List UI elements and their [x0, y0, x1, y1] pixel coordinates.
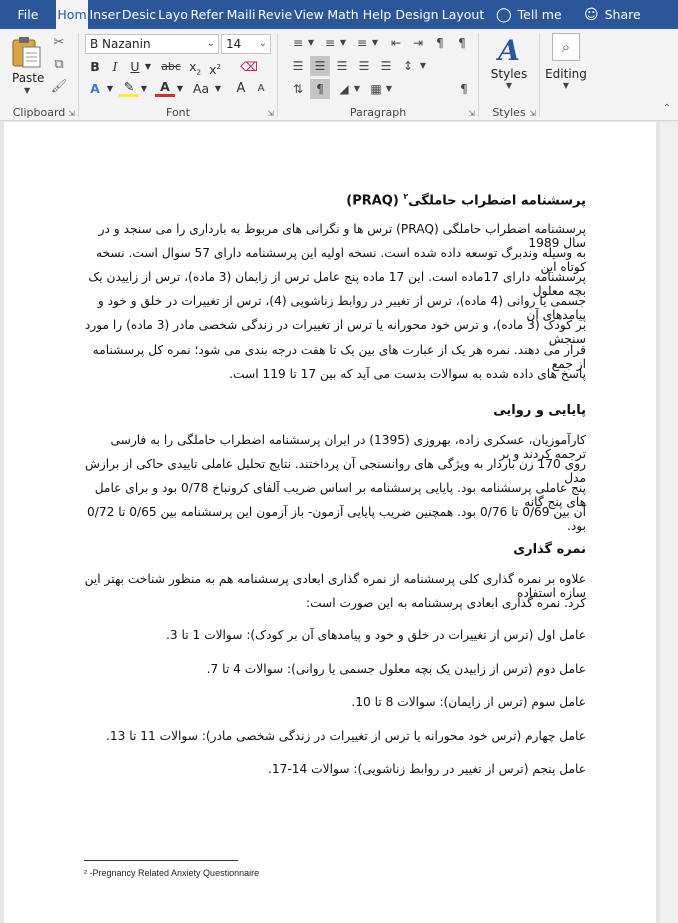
- tab-table-layout[interactable]: Layout: [441, 7, 485, 22]
- paragraph2-line: روی 170 زن باردار به ویژگی های روانسنجی آن پرداختند. نتایج تحلیل عاملی تاییدی حاکی از برازش مدل: [84, 457, 586, 485]
- multilevel-list-icon[interactable]: ≡: [356, 36, 368, 50]
- styles-group: [479, 29, 539, 121]
- paragraph3-line: کرد. نمره گذاری ابعادی پرسشنامه به این صورت است:: [305, 596, 586, 610]
- line-spacing-icon[interactable]: ↕: [402, 59, 414, 73]
- heading-praq-text: پرسشنامه اضطراب حاملگی: [408, 193, 586, 209]
- font-name-dropdown[interactable]: [85, 34, 219, 54]
- factor-item: عامل چهارم (ترس خود محورانه یا ترس از تغییرات در زندگی شخصی مادر): سوالات 11 تا 13.: [105, 729, 586, 743]
- change-case-dropdown-icon[interactable]: ▼: [214, 84, 222, 93]
- strikethrough-button[interactable]: abc: [161, 60, 181, 73]
- show-formatting-icon[interactable]: ¶: [310, 79, 330, 99]
- document-page[interactable]: [4, 122, 656, 923]
- paragraph1-line: پرسشنامه دارای 17ماده است. این 17 ماده پنج عامل ترس از زایمان (3 ماده)، ترس از زاییدن یک بچه معلول: [88, 270, 586, 298]
- paste-icon[interactable]: [10, 35, 42, 69]
- decrease-indent-icon[interactable]: ⇤: [390, 36, 402, 50]
- paragraph1-line: جسمی یا روانی (4 ماده)، ترس از تغییر در روابط زناشویی (4)، ترس از تغییرات در خلق و خود و پیامدهای آن: [97, 294, 586, 322]
- tell-me-label: Tell me: [517, 7, 562, 22]
- text-effects-icon[interactable]: A: [90, 81, 100, 96]
- factor-item: عامل پنجم (ترس از تغییر در روابط زناشویی): سوالات 14-17.: [267, 762, 586, 776]
- clipboard-group-label: Clipboard: [12, 106, 66, 119]
- tab-view[interactable]: View: [294, 7, 324, 22]
- tab-file[interactable]: File: [17, 7, 39, 22]
- copy-icon[interactable]: ⧉: [54, 57, 64, 72]
- collapse-ribbon-icon[interactable]: ⌃: [662, 103, 672, 114]
- factor-item: عامل اول (ترس از تغییرات در خلق و خود و پیامدهای آن بر کودک): سوالات 1 تا 3.: [165, 628, 586, 642]
- font-name-value: B Nazanin: [90, 37, 151, 51]
- tab-mailings[interactable]: Maili: [226, 7, 256, 22]
- sort-icon[interactable]: ⇅: [292, 82, 304, 96]
- footnote-ref[interactable]: ۲: [403, 192, 409, 201]
- paragraph1-line: پرسشنامه اضطراب حاملگی (PRAQ) ترس ها و نگرانی های مربوط به بارداری را می سنجد و در سال 1989: [98, 222, 586, 250]
- ribbon-tab-bar: [0, 0, 678, 29]
- ltr-direction-icon[interactable]: ¶: [458, 36, 466, 50]
- paragraph1-line: قرار می دهند. نمره هر یک از عبارت های بین یک تا هفت درجه بندی می شود؛ نمره کل پرسشنامه از جمع: [92, 343, 586, 371]
- show-marks-icon[interactable]: ¶: [460, 82, 468, 96]
- multilevel-dropdown-icon[interactable]: ▼: [371, 38, 379, 47]
- styles-launcher-icon[interactable]: ⇲: [529, 109, 536, 118]
- distributed-icon[interactable]: ☰: [380, 59, 392, 73]
- editing-dropdown-icon: ▼: [562, 81, 570, 90]
- tab-design[interactable]: Desic: [122, 7, 156, 22]
- editing-button-label: Editing: [545, 67, 587, 81]
- numbering-dropdown-icon[interactable]: ▼: [339, 38, 347, 47]
- justify-icon[interactable]: ☰: [358, 59, 370, 73]
- paragraph1-line: پاسخ های داده شده به سوالات بدست می آید که بین 17 تا 119 است.: [229, 367, 586, 381]
- styles-group-label: Styles: [492, 106, 526, 119]
- styles-dropdown-icon: ▼: [505, 81, 513, 90]
- heading-praq-abbr: (PRAQ): [346, 193, 399, 209]
- tab-layout[interactable]: Layo: [158, 7, 188, 22]
- chevron-down-icon: ⌄: [206, 38, 215, 49]
- bold-button[interactable]: B: [90, 59, 100, 74]
- tab-table-design[interactable]: Design: [395, 7, 439, 22]
- align-right-icon[interactable]: ☰: [336, 59, 348, 73]
- person-icon: ☺: [584, 6, 599, 23]
- font-size-value: 14: [226, 37, 242, 51]
- align-left-icon[interactable]: ☰: [292, 59, 304, 73]
- clear-formatting-icon[interactable]: ⌫: [240, 59, 258, 74]
- cut-icon[interactable]: ✂: [53, 35, 65, 50]
- font-group: [79, 29, 277, 121]
- underline-dropdown-icon[interactable]: ▼: [144, 62, 152, 71]
- share-button[interactable]: [576, 0, 644, 29]
- tab-review[interactable]: Revie: [258, 7, 292, 22]
- shading-dropdown-icon[interactable]: ▼: [353, 84, 361, 93]
- styles-icon: A: [498, 34, 520, 67]
- italic-button[interactable]: I: [112, 59, 118, 74]
- chevron-down-icon: ⌄: [258, 38, 267, 49]
- superscript-label: x: [209, 62, 217, 78]
- numbering-icon[interactable]: ≡: [324, 36, 336, 50]
- shading-icon[interactable]: ◢: [339, 82, 349, 96]
- grow-font-button[interactable]: A: [236, 81, 246, 96]
- heading-scoring: نمره گذاری: [513, 542, 586, 557]
- heading-reliability: پایایی و روایی: [493, 403, 586, 418]
- vertical-scrollbar[interactable]: [660, 122, 678, 923]
- paragraph1-line: بر کودک (3 ماده)، و ترس خود محورانه یا ترس از تغییرات در زندگی شخصی مادر (3 ماده) را مورد سنجش: [84, 318, 586, 346]
- paragraph2-line: کارآموزیان، عسکری زاده، بهروزی (1395) در ایران پرسشنامه اضطراب حاملگی را به فارسی ترجمه کردند و بر: [110, 433, 586, 461]
- bullets-dropdown-icon[interactable]: ▼: [307, 38, 315, 47]
- underline-button[interactable]: U: [130, 59, 140, 74]
- borders-icon[interactable]: ▦: [370, 82, 382, 96]
- line-spacing-dropdown-icon[interactable]: ▼: [419, 61, 427, 70]
- paste-button[interactable]: Paste: [12, 71, 45, 85]
- subscript-button[interactable]: $x_2$: [189, 59, 201, 77]
- clipboard-launcher-icon[interactable]: ⇲: [68, 109, 75, 118]
- font-launcher-icon[interactable]: ⇲: [267, 109, 274, 118]
- font-color-dropdown-icon[interactable]: ▼: [176, 84, 184, 93]
- styles-button[interactable]: [485, 35, 533, 90]
- paragraph3-line: علاوه بر نمره گذاری کلی پرسشنامه از نمره گذاری ابعادی پرسشنامه هم به منظور شناخت بهتر این سازه استفاده: [84, 572, 586, 600]
- tab-home[interactable]: Hom: [56, 0, 88, 29]
- font-color-icon[interactable]: A: [155, 79, 175, 97]
- heading-praq: [80, 192, 586, 208]
- tell-me-box[interactable]: [486, 0, 576, 29]
- share-label: Share: [604, 7, 641, 22]
- bullets-icon[interactable]: ≡: [292, 36, 304, 50]
- paragraph2-line: پنج عاملی پرسشنامه بود. پایایی پرسشنامه بر اساس ضریب آلفای کرونباخ 0/78 بود و برای عامل های پنج گانه: [94, 481, 586, 509]
- highlight-icon[interactable]: ✎: [119, 79, 139, 97]
- factor-item: عامل سوم (ترس از زایمان): سوالات 8 تا 10.: [351, 695, 586, 709]
- editing-group: [540, 29, 590, 121]
- font-size-dropdown[interactable]: [221, 34, 271, 54]
- footnote-text: ² -Pregnancy Related Anxiety Questionnaire: [84, 868, 260, 878]
- text-effects-dropdown-icon[interactable]: ▼: [106, 84, 114, 93]
- tab-math[interactable]: Math: [327, 7, 359, 22]
- tab-insert[interactable]: Inser: [89, 7, 121, 22]
- highlight-dropdown-icon[interactable]: ▼: [140, 84, 148, 93]
- align-center-icon[interactable]: ☰: [310, 56, 330, 76]
- rtl-direction-icon[interactable]: ¶: [436, 36, 444, 50]
- paragraph2-line: آن بین 0/69 تا 0/76 بود. همچنین ضریب پایایی آزمون- باز آزمون این پرسشنامه بین 0/65 تا 0/72 بود.: [87, 505, 586, 533]
- clipboard-group: [0, 29, 78, 121]
- paragraph1-line: به وسیله وندبرگ توسعه داده شده است. نسخه اولیه این پرسشنامه دارای 57 سوال است. نسخه کوتاه این: [95, 246, 586, 274]
- styles-button-label: Styles: [490, 67, 528, 81]
- format-painter-icon[interactable]: 🖌: [50, 79, 68, 94]
- change-case-button[interactable]: Aa: [192, 81, 210, 96]
- increase-indent-icon[interactable]: ⇥: [412, 36, 424, 50]
- paragraph-group-label: Paragraph: [349, 106, 407, 119]
- shrink-font-button[interactable]: A: [257, 83, 265, 94]
- footnote-separator: [84, 860, 238, 861]
- paragraph-group: [278, 29, 478, 121]
- tab-references[interactable]: Refer: [190, 7, 224, 22]
- lightbulb-icon: ◯: [496, 6, 512, 23]
- paragraph-launcher-icon[interactable]: ⇲: [468, 109, 475, 118]
- tab-help[interactable]: Help: [362, 7, 392, 22]
- document-area: [0, 122, 678, 923]
- superscript-button[interactable]: $x^2$: [209, 62, 221, 78]
- ribbon: [0, 29, 678, 121]
- factor-item: عامل دوم (ترس از زاییدن یک بچه معلول جسمی یا روانی): سوالات 4 تا 7.: [206, 662, 586, 676]
- font-group-label: Font: [166, 106, 190, 119]
- editing-button[interactable]: [544, 33, 588, 90]
- find-icon: ⌕: [552, 33, 580, 61]
- paste-dropdown-icon[interactable]: ▼: [24, 86, 31, 95]
- borders-dropdown-icon[interactable]: ▼: [385, 84, 393, 93]
- subscript-label: x: [189, 59, 197, 74]
